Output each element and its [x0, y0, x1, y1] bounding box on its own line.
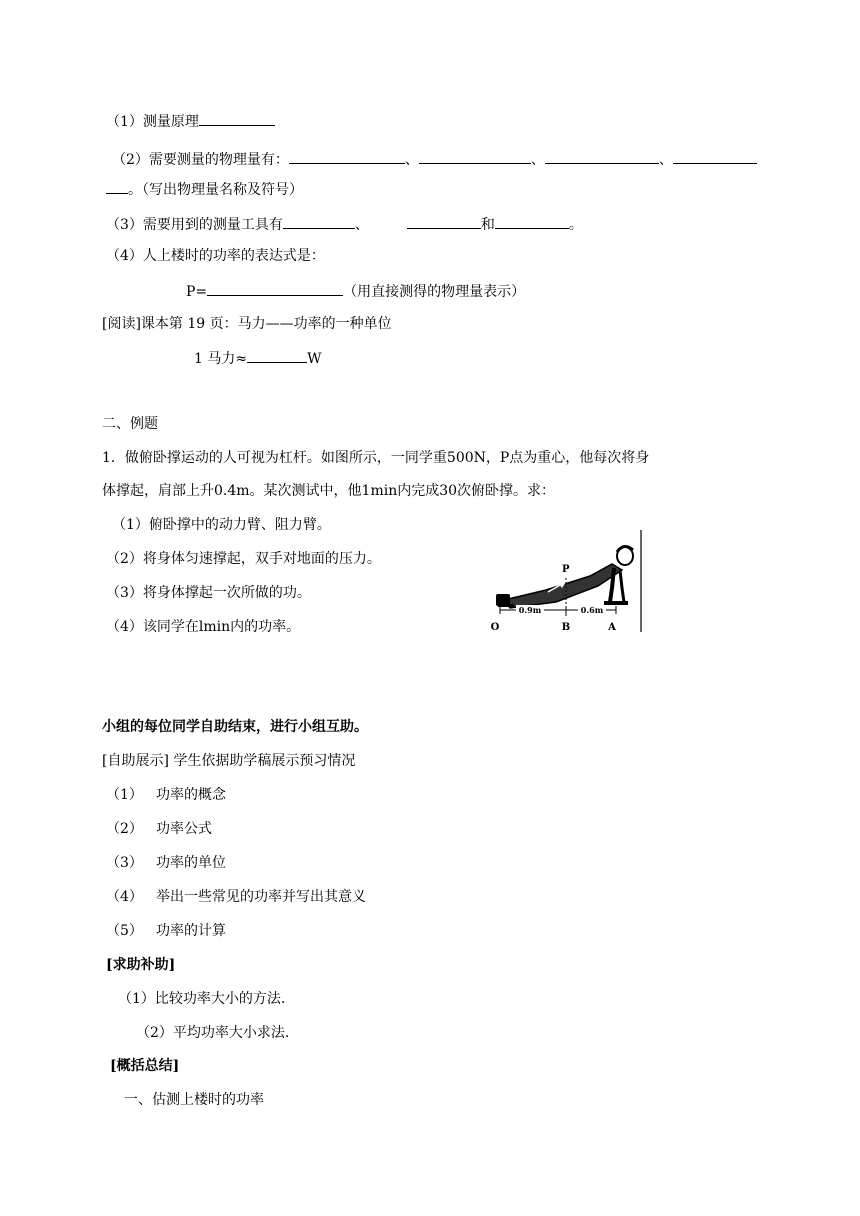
example-question-4: （4）该同学在lmin内的功率。 — [106, 619, 301, 635]
dimension-ob-label: 0.9m — [518, 605, 542, 615]
question-power-expression: （4）人上楼时的功率的表达式是： — [106, 248, 325, 264]
answer-blank[interactable] — [207, 281, 343, 296]
question-quantities: （2）需要测量的物理量有： 、 、 、 — [112, 149, 757, 169]
answer-blank[interactable] — [407, 214, 481, 229]
answer-blank[interactable] — [283, 214, 355, 229]
example-question-2: （2）将身体匀速撑起，双手对地面的压力。 — [106, 551, 381, 567]
summary-item: 一、估测上楼时的功率 — [124, 1092, 264, 1108]
example-heading: 二、例题 — [102, 416, 158, 432]
dimension-ba-label: 0.6m — [580, 605, 604, 615]
example-question-1: （1）俯卧撑中的动力臂、阻力臂。 — [112, 517, 331, 533]
help-item-1: （1）比较功率大小的方法. — [118, 991, 286, 1007]
pushup-figure — [486, 528, 646, 634]
example-question-3: （3）将身体撑起一次所做的功。 — [106, 585, 311, 601]
help-heading: [求助补助] — [106, 957, 176, 973]
point-o-label: O — [490, 622, 500, 633]
answer-blank[interactable] — [247, 348, 307, 363]
answer-blank[interactable] — [673, 149, 757, 164]
answer-blank[interactable] — [199, 111, 275, 126]
answer-blank[interactable] — [545, 149, 659, 164]
pushup-illustration — [486, 528, 646, 634]
power-formula-line: P= （用直接测得的物理量表示） — [186, 281, 525, 301]
list-item: （5） 功率的计算 — [106, 923, 226, 939]
point-p-label: P — [562, 564, 570, 575]
question-tools: （3）需要用到的测量工具有 、 和 。 — [106, 214, 583, 234]
point-a-label: A — [608, 622, 616, 633]
point-b-label: B — [561, 622, 571, 633]
list-item: （1） 功率的概念 — [106, 787, 226, 803]
self-show-line: [自助展示] 学生依据助学稿展示预习情况 — [102, 753, 356, 769]
list-item: （3） 功率的单位 — [106, 855, 226, 871]
list-item: （4） 举出一些常见的功率并写出其意义 — [106, 889, 366, 905]
help-item-2: （2）平均功率大小求法. — [136, 1025, 290, 1041]
list-item: （2） 功率公式 — [106, 821, 212, 837]
group-intro: 小组的每位同学自助结束，进行小组互助。 — [102, 719, 368, 735]
example-problem-line-2: 体撑起，肩部上升0.4m。某次测试中，他1min内完成30次俯卧撑。求： — [102, 483, 556, 499]
example-problem-line-1: 1．做俯卧撑运动的人可视为杠杆。如图所示，一同学重500N，P点为重心，他每次将身 — [102, 450, 650, 466]
answer-blank[interactable] — [419, 149, 531, 164]
reading-note: [阅读]课本第 19 页：马力——功率的一种单位 — [102, 316, 392, 332]
question-principle: （1）测量原理 — [106, 111, 275, 131]
answer-blank[interactable] — [495, 214, 569, 229]
summary-heading: [概括总结] — [110, 1058, 180, 1074]
answer-blank[interactable] — [106, 179, 128, 194]
horsepower-line: 1 马力≈ W — [194, 348, 321, 368]
question-quantities-note: 。（写出物理量名称及符号） — [106, 179, 303, 199]
answer-blank[interactable] — [289, 149, 405, 164]
